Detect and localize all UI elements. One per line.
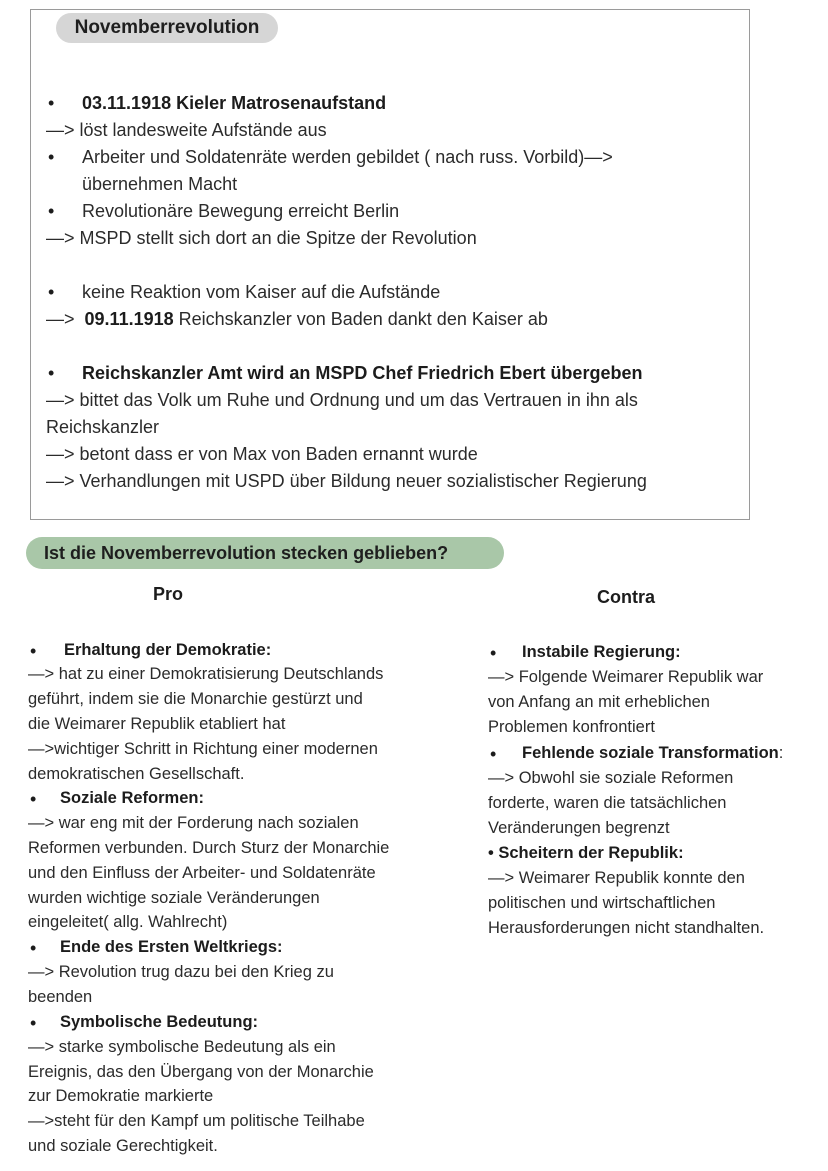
text-line: beenden <box>28 988 93 1006</box>
bullet-icon: • <box>490 643 497 663</box>
bullet-icon: • <box>30 641 37 661</box>
bullet-icon: • <box>48 282 55 302</box>
event-ebert: Reichskanzler Amt wird an MSPD Chef Friedrich Ebert übergeben <box>82 363 643 383</box>
event-kiel: 03.11.1918 Kieler Matrosenaufstand <box>82 93 387 113</box>
text-line: Revolutionäre Bewegung erreicht Berlin <box>82 201 400 221</box>
text-span: : <box>778 744 784 762</box>
text-line: von Anfang an mit erheblichen <box>488 693 710 711</box>
text-line: forderte, waren die tatsächlichen <box>488 794 727 812</box>
question-title-pill: Ist die Novemberrevolution stecken geblieben? <box>26 537 504 569</box>
text-line: —> Revolution trug dazu bei den Krieg zu <box>28 963 334 981</box>
text-line: Arbeiter und Soldatenräte werden gebildet ( nach russ. Vorbild)—> <box>82 147 613 167</box>
pro-point-heading: Soziale Reformen: <box>60 789 204 807</box>
text-line: zur Demokratie markierte <box>28 1087 214 1105</box>
text-line: eingeleitet( allg. Wahlrecht) <box>28 913 228 931</box>
text-line: politischen und wirtschaftlichen <box>488 894 716 912</box>
text-line: —> MSPD stellt sich dort an die Spitze der Revolution <box>46 228 477 248</box>
section-title-pill: Novemberrevolution <box>56 13 278 43</box>
text-line: —> Obwohl sie soziale Reformen <box>488 769 734 787</box>
contra-point-heading: Instabile Regierung: <box>522 643 681 661</box>
text-line: geführt, indem sie die Monarchie gestürzt und <box>28 690 363 708</box>
text-line: —> Folgende Weimarer Republik war <box>488 668 764 686</box>
pro-point-heading: Symbolische Bedeutung: <box>60 1013 259 1031</box>
text-line: wurden wichtige soziale Veränderungen <box>28 889 320 907</box>
bullet-icon: • <box>48 363 55 383</box>
text-line: —> war eng mit der Forderung nach sozialen <box>28 814 359 832</box>
text-line <box>46 309 548 330</box>
text-line: —> starke symbolische Bedeutung als ein <box>28 1038 336 1056</box>
text-line: Ereignis, das den Übergang von der Monarchie <box>28 1063 374 1081</box>
bullet-icon: • <box>490 744 497 764</box>
text-line: —> bittet das Volk um Ruhe und Ordnung und um das Vertrauen in ihn als <box>46 390 638 410</box>
text-line: demokratischen Gesellschaft. <box>28 765 245 783</box>
text-line: —> betont dass er von Max von Baden ernannt wurde <box>46 444 478 464</box>
bullet-icon: • <box>30 789 37 809</box>
contra-point-heading: • Scheitern der Republik: <box>488 844 684 862</box>
text-line: —> Verhandlungen mit USPD über Bildung neuer sozialistischer Regierung <box>46 471 647 491</box>
text-line: Problemen konfrontiert <box>488 718 655 736</box>
text-line: —> Weimarer Republik konnte den <box>488 869 745 887</box>
pro-heading: Pro <box>153 584 184 604</box>
text-line: die Weimarer Republik etabliert hat <box>28 715 286 733</box>
pro-point-heading: Erhaltung der Demokratie: <box>64 641 272 659</box>
text-line: —>steht für den Kampf um politische Teilhabe <box>28 1112 365 1130</box>
text-line: —> löst landesweite Aufstände aus <box>46 120 327 140</box>
text-span: Fehlende soziale Transformation <box>522 744 779 762</box>
text-line: und soziale Gerechtigkeit. <box>28 1137 218 1155</box>
text-line: Herausforderungen nicht standhalten. <box>488 919 765 937</box>
text-line: keine Reaktion vom Kaiser auf die Aufstände <box>82 282 441 302</box>
text-line: Veränderungen begrenzt <box>488 819 670 837</box>
text-line: Reichskanzler <box>46 417 160 437</box>
text-line: und den Einfluss der Arbeiter- und Soldatenräte <box>28 864 376 882</box>
bullet-icon: • <box>30 1013 37 1033</box>
contra-point-heading <box>522 744 783 763</box>
arrow-prefix: —> <box>46 309 75 329</box>
text-line: —> hat zu einer Demokratisierung Deutschlands <box>28 665 384 683</box>
text-line: Reformen verbunden. Durch Sturz der Monarchie <box>28 839 390 857</box>
text-span: Reichskanzler von Baden dankt den Kaiser ab <box>178 309 548 329</box>
bullet-icon: • <box>48 147 55 167</box>
bullet-icon: • <box>30 938 37 958</box>
text-line: übernehmen Macht <box>82 174 238 194</box>
bullet-icon: • <box>48 201 55 221</box>
text-line: —>wichtiger Schritt in Richtung einer modernen <box>28 740 378 758</box>
date-text: 09.11.1918 <box>84 309 174 329</box>
bullet-icon: • <box>48 93 55 113</box>
contra-heading: Contra <box>597 587 655 607</box>
pro-point-heading: Ende des Ersten Weltkriegs: <box>60 938 283 956</box>
